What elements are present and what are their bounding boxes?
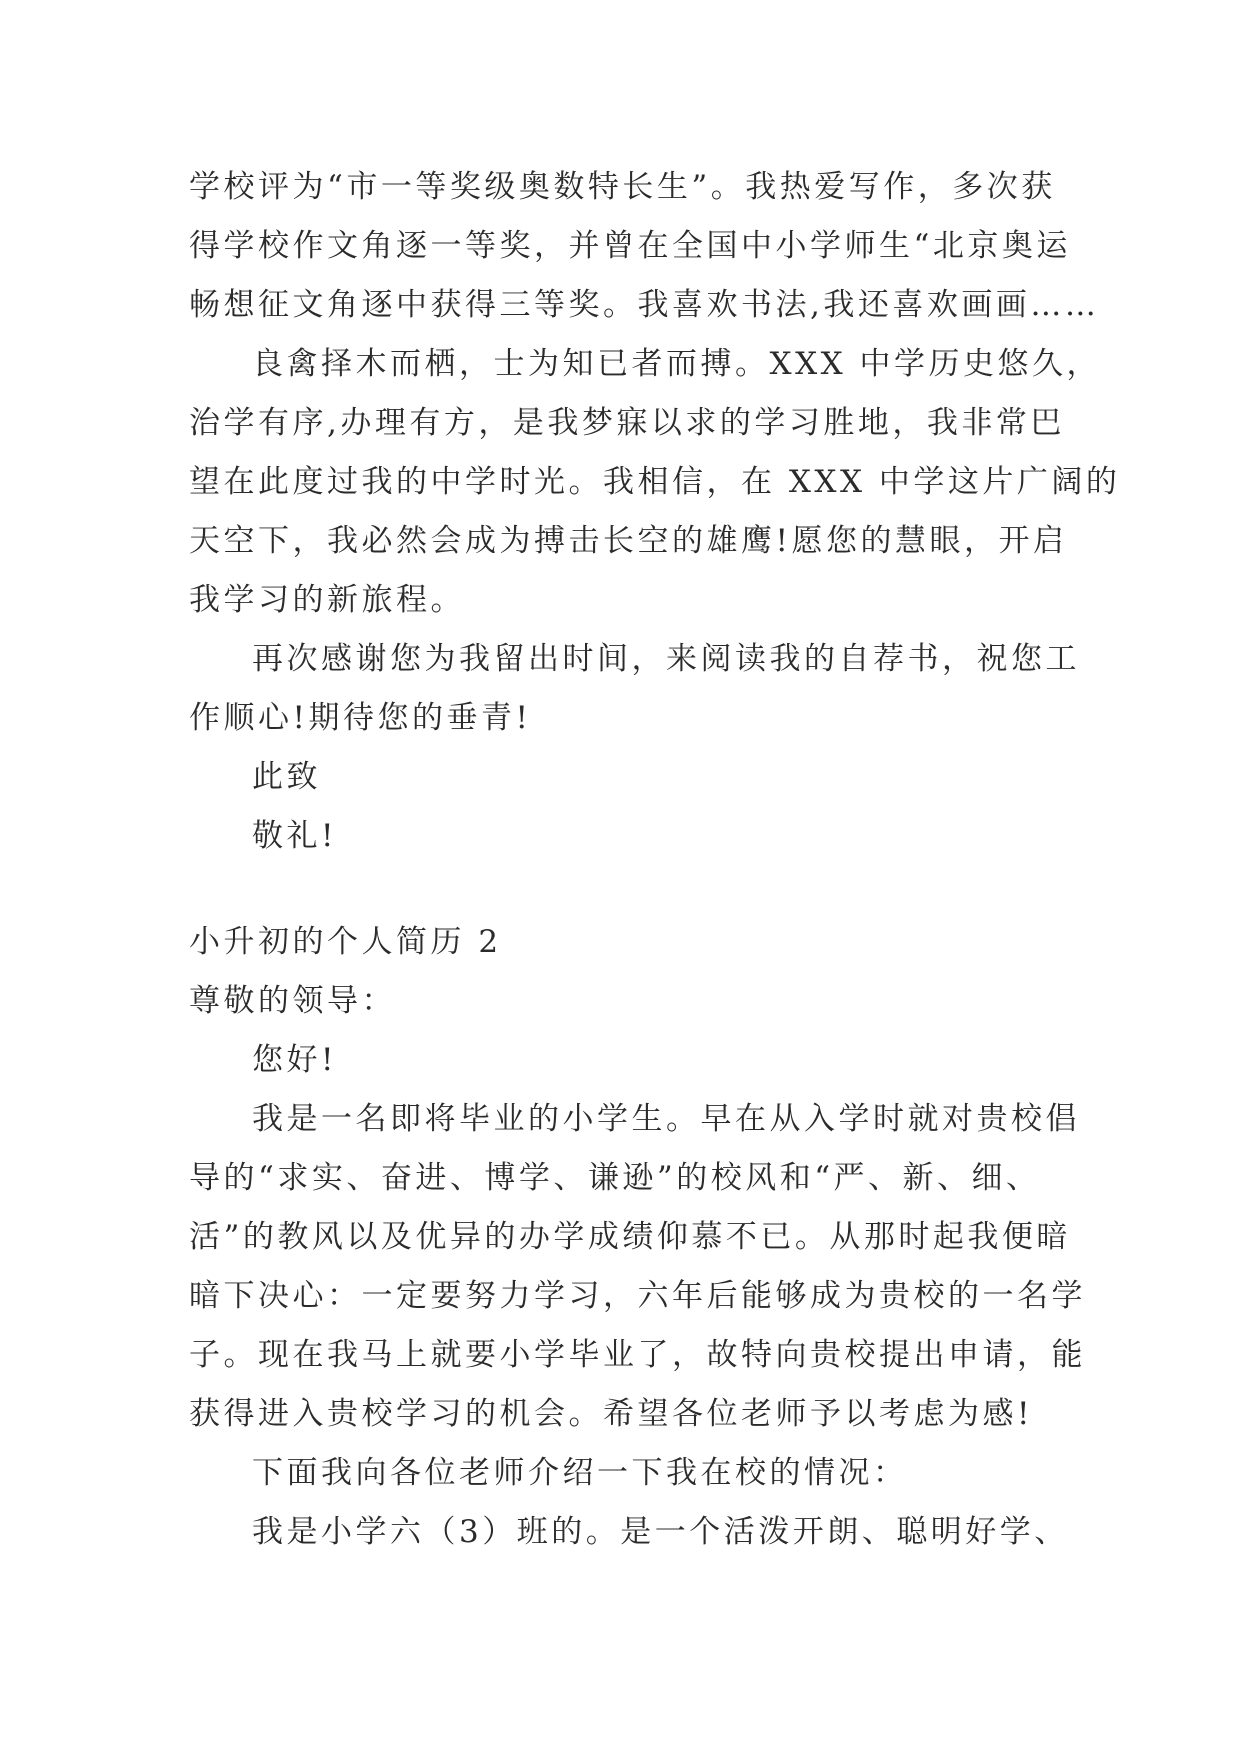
- paragraph-line: 下面我向各位老师介绍一下我在校的情况：: [252, 1455, 908, 1491]
- paragraph-line: 畅想征文角逐中获得三等奖。我喜欢书法,我还喜欢画画……: [189, 287, 1100, 323]
- paragraph-line: 子。现在我马上就要小学毕业了，故特向贵校提出申请，能: [189, 1337, 1086, 1373]
- paragraph-line: 望在此度过我的中学时光。我相信，在 XXX 中学这片广阔的: [189, 464, 1121, 500]
- salutation: 尊敬的领导：: [189, 983, 396, 1019]
- paragraph-line: 良禽择木而栖，士为知已者而搏。XXX 中学历史悠久，: [252, 346, 1102, 382]
- section-title: 小升初的个人简历 2: [189, 924, 502, 960]
- paragraph-line: 我学习的新旅程。: [189, 582, 465, 618]
- paragraph-line: 天空下，我必然会成为搏击长空的雄鹰!愿您的慧眼，开启: [189, 523, 1068, 559]
- paragraph-line: 再次感谢您为我留出时间，来阅读我的自荐书，祝您工: [252, 641, 1080, 677]
- paragraph-line: 治学有序,办理有方，是我梦寐以求的学习胜地，我非常巴: [189, 405, 1065, 441]
- greeting: 您好!: [252, 1042, 337, 1078]
- closing-line: 此致: [252, 759, 321, 795]
- paragraph-line: 学校评为“市一等奖级奥数特长生”。我热爱写作，多次获: [189, 169, 1056, 205]
- paragraph-line: 作顺心!期待您的垂青!: [189, 700, 532, 736]
- paragraph-line: 我是一名即将毕业的小学生。早在从入学时就对贵校倡: [252, 1101, 1080, 1137]
- paragraph-line: 获得进入贵校学习的机会。希望各位老师予以考虑为感!: [189, 1396, 1033, 1432]
- paragraph-line: 我是小学六（3）班的。是一个活泼开朗、聪明好学、: [252, 1514, 1069, 1550]
- paragraph-line: 暗下决心：一定要努力学习，六年后能够成为贵校的一名学: [189, 1278, 1086, 1314]
- paragraph-line: 得学校作文角逐一等奖，并曾在全国中小学师生“北京奥运: [189, 228, 1071, 264]
- closing-line: 敬礼!: [252, 818, 337, 854]
- paragraph-line: 导的“求实、奋进、博学、谦逊”的校风和“严、新、细、: [189, 1160, 1041, 1196]
- paragraph-line: 活”的教风以及优异的办学成绩仰慕不已。从那时起我便暗: [189, 1219, 1071, 1255]
